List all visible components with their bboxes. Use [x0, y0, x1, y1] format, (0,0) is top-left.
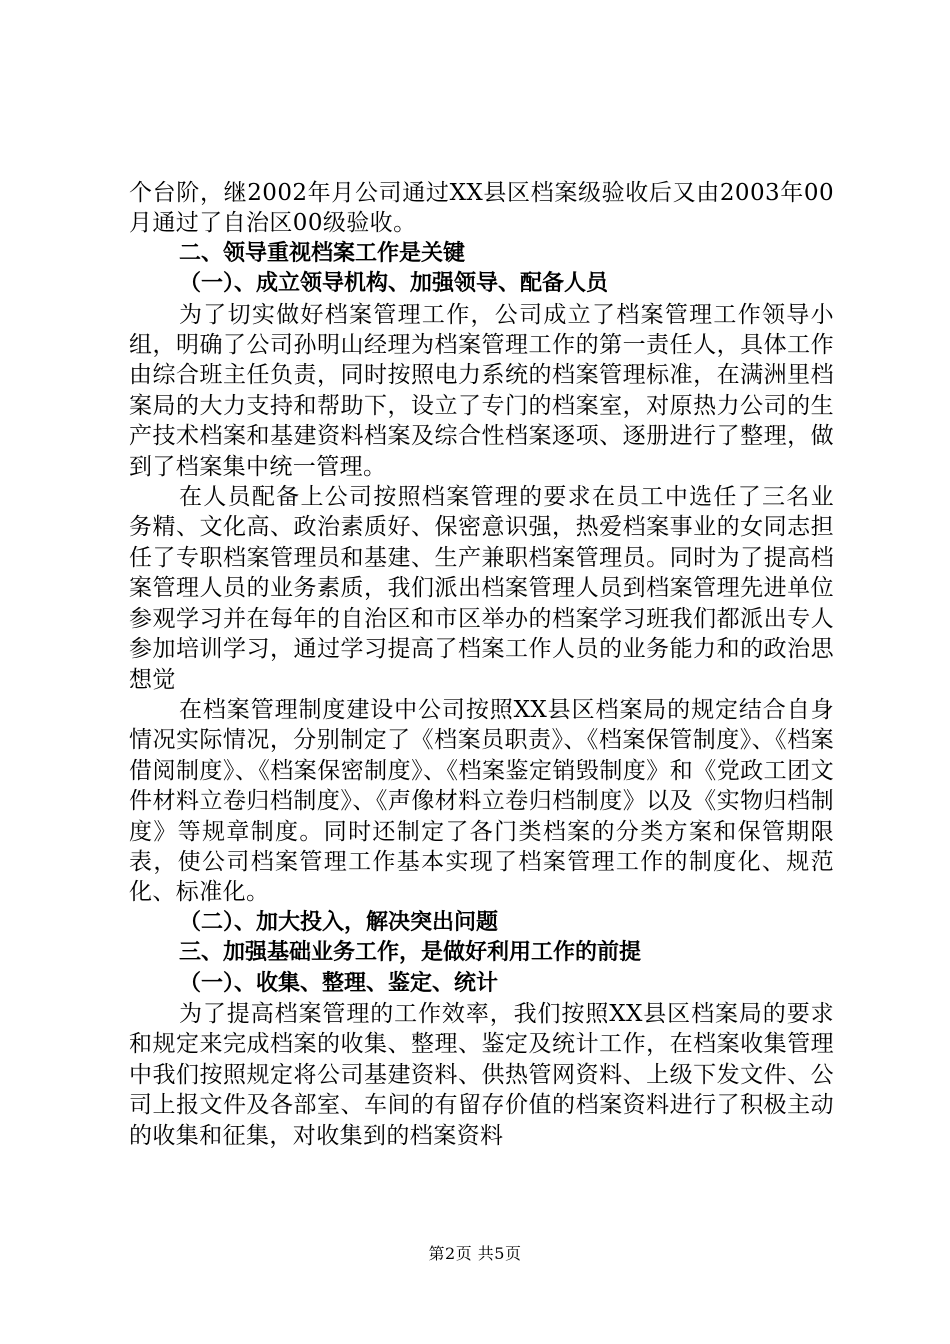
paragraph-regulations: 在档案管理制度建设中公司按照XX县区档案局的规定结合自身情况实际情况，分别制定了《档案员职责》、《档案保管制度》、《档案借阅制度》、《档案保密制度》、《档案鉴定销毁制度》和《党政工团文件材料立卷归档制度》、《声像材料立卷归档制度》以及《实物归档制度》等规章制度。同时还制定了各门类档案的分类方案和保管期限表，使公司档案管理工作基本实现了档案管理工作的制度化、规范化、标准化。 — [129, 696, 834, 906]
paragraph-leadership-group: 为了切实做好档案管理工作，公司成立了档案管理工作领导小组，明确了公司孙明山经理为档案管理工作的第一责任人，具体工作由综合班主任负责，同时按照电力系统的档案管理标准，在满洲里档案局的大力支持和帮助下，设立了专门的档案室，对原热力公司的生产技术档案和基建资料档案及综合性档案逐项、逐册进行了整理，做到了档案集中统一管理。 — [129, 301, 834, 480]
section-heading-3: 三、加强基础业务工作，是做好利用工作的前提 — [179, 940, 642, 966]
document-body — [129, 178, 834, 1151]
paragraph-staffing: 在人员配备上公司按照档案管理的要求在员工中选任了三名业务精、文化高、政治素质好、保密意识强，热爱档案事业的女同志担任了专职档案管理员和基建、生产兼职档案管理员。同时为了提高档案管理人员的业务素质，我们派出档案管理人员到档案管理先进单位参观学习并在每年的自治区和市区举办的档案学习班我们都派出专人参加培训学习，通过学习提高了档案工作人员的业务能力和的政治思想觉 — [129, 484, 834, 693]
page-footer: 第2页 共5页 — [428, 1244, 522, 1263]
subsection-heading-2-1: （一）、成立领导机构、加强领导、配备人员 — [179, 271, 609, 297]
paragraph-collection: 为了提高档案管理的工作效率，我们按照XX县区档案局的要求和规定来完成档案的收集、整理、鉴定及统计工作，在档案收集管理中我们按照规定将公司基建资料、供热管网资料、上级下发文件、公司上报文件及各部室、车间的有留存价值的档案资料进行了积极主动的收集和征集，对收集到的档案资料 — [129, 1000, 834, 1149]
section-heading-2: 二、领导重视档案工作是关键 — [179, 240, 466, 266]
subsection-heading-2-2: （二）、加大投入，解决突出问题 — [179, 909, 499, 935]
paragraph-continuation: 个台阶，继2002年月公司通过XX县区档案级验收后又由2003年00月通过了自治区00级验收。 — [129, 180, 834, 237]
subsection-heading-3-1: （一）、收集、整理、鉴定、统计 — [179, 970, 499, 996]
